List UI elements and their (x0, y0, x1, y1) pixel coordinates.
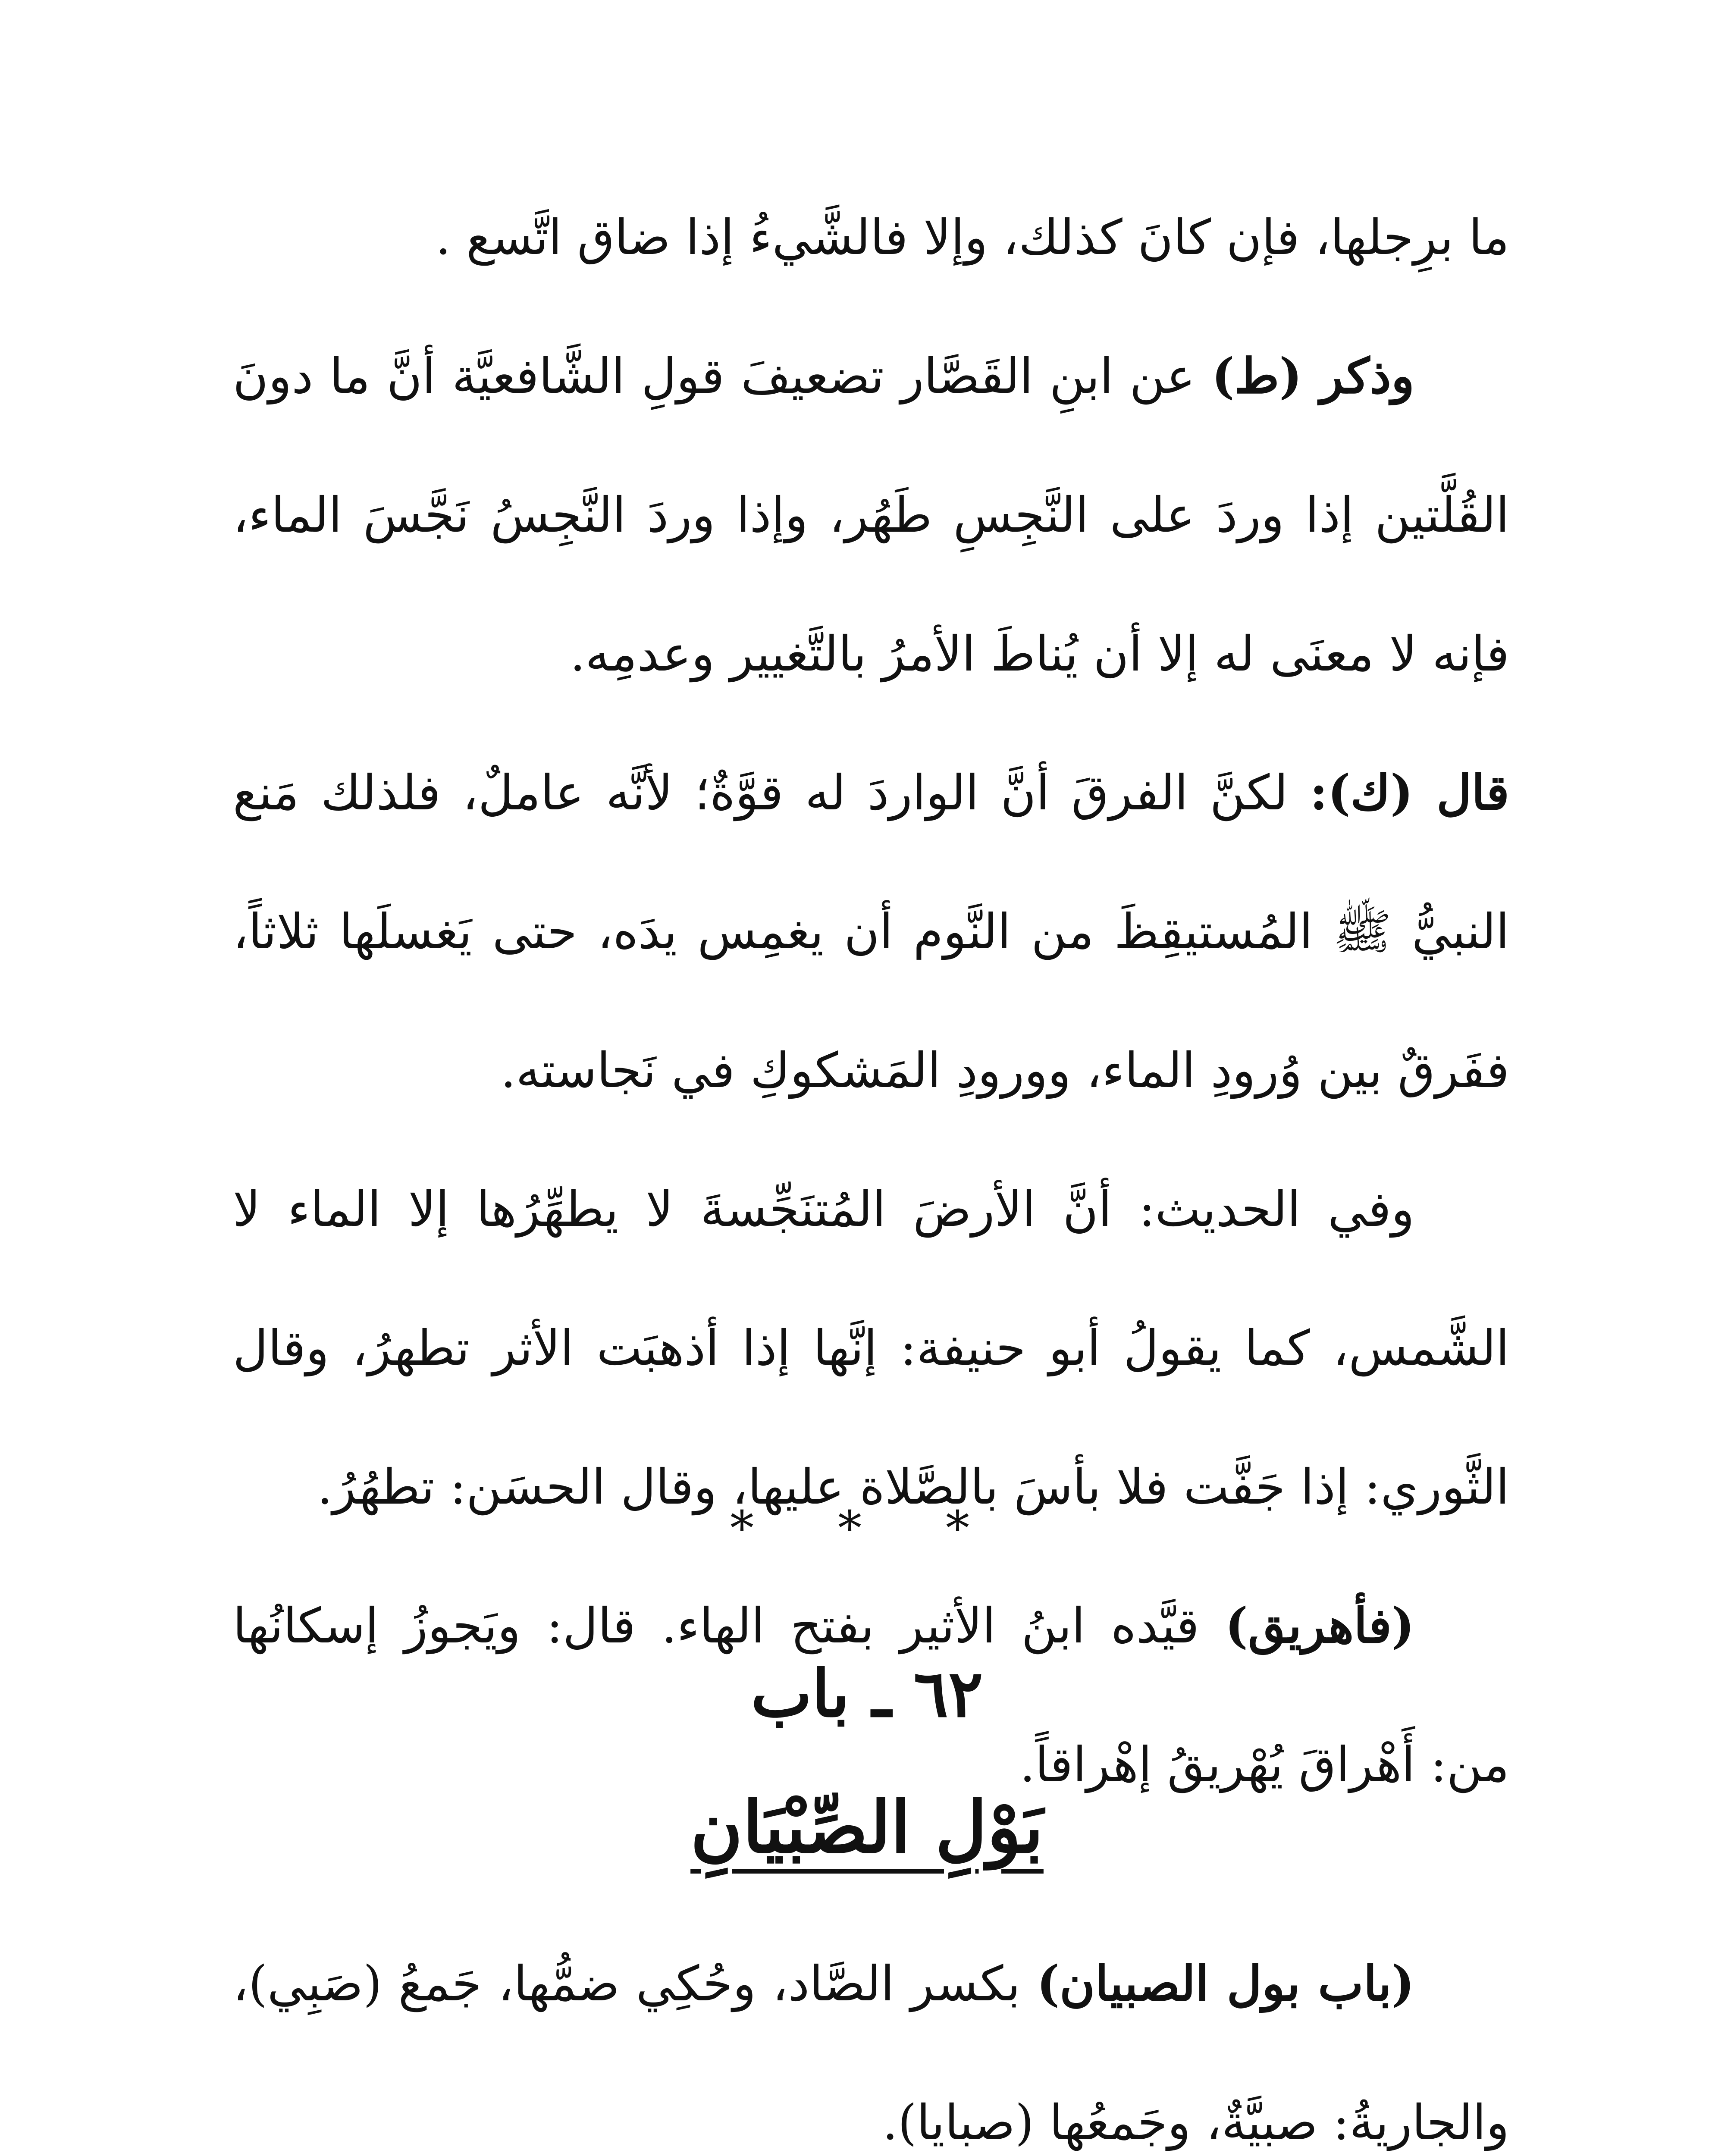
paragraph-text: قيَّده ابنُ الأثير بفتح الهاء. قال: ويَجوزُ إسكانُها من: أَهْراقَ يُهْريقُ إهْراقاً. (233, 1598, 1509, 1793)
paragraph-text: عن ابنِ القَصَّار تضعيفَ قولِ الشَّافعيَّة أنَّ ما دونَ القُلَّتين إذا وردَ على النَّجِسِ طَهُر، وإذا وردَ النَّجِسُ نَجَّسَ الماء، فإنه لا معنَى له إلا أن يُناطَ الأمرُ بالتَّغيير وعدمِه. (233, 348, 1509, 682)
paragraph-lead: وذكر (ط) (1211, 348, 1414, 404)
paragraph-bab-bawl (233, 1915, 1509, 2156)
paragraph-lead: قال (ك): (1310, 765, 1509, 821)
chapter-title-text: بَوْلِ الصِّبْيَانِ (690, 1785, 1044, 1869)
paragraph-qal-k (233, 724, 1509, 1140)
paragraph-text: ما برِجلها، فإن كانَ كذلك، وإلا فالشَّيءُ إذا ضاق اتَّسع . (435, 210, 1509, 266)
section-separator: * * * (730, 1501, 1004, 1556)
chapter-number: ٦٢ ـ باب (751, 1656, 983, 1732)
paragraph-text: وفي الحديث: أنَّ الأرضَ المُتنَجِّسةَ لا يطهِّرُها إلا الماء لا الشَّمس، كما يقولُ أبو حنيفة: إنَّها إذا أذهبَت الأثر تطهرُ، وقال الثَّوري: إذا جَفَّت فلا بأسَ بالصَّلاة عليها، وقال الحسَن: تطهُرُ. (233, 1181, 1509, 1515)
commentary-block (233, 168, 1509, 1834)
chapter-commentary (233, 1915, 1509, 2156)
paragraph-hadith-note (233, 1140, 1509, 1557)
paragraph-lead: (فأهريق) (1225, 1598, 1414, 1654)
paragraph-continuation (233, 168, 1509, 307)
paragraph-lead: (باب بول الصبيان) (1037, 1955, 1414, 2012)
chapter-title (0, 1785, 1734, 1869)
paragraph-text: لكنَّ الفرقَ أنَّ الواردَ له قوَّةٌ؛ لأنَّه عاملٌ، فلذلك مَنع النبيُّ ﷺ المُستيقِظَ من النَّوم أن يغمِس يدَه، حتى يَغسلَها ثلاثاً، ففَرقٌ بين وُرودِ الماء، وورودِ المَشكوكِ في نَجاسته. (233, 765, 1509, 1099)
paragraph-text: بكسر الصَّاد، وحُكِي ضمُّها، جَمعُ (صَبِي)، والجاريةُ: صبيَّةٌ، وجَمعُها (صبايا). (233, 1956, 1509, 2151)
paragraph-ibn-al-qassar (233, 307, 1509, 724)
